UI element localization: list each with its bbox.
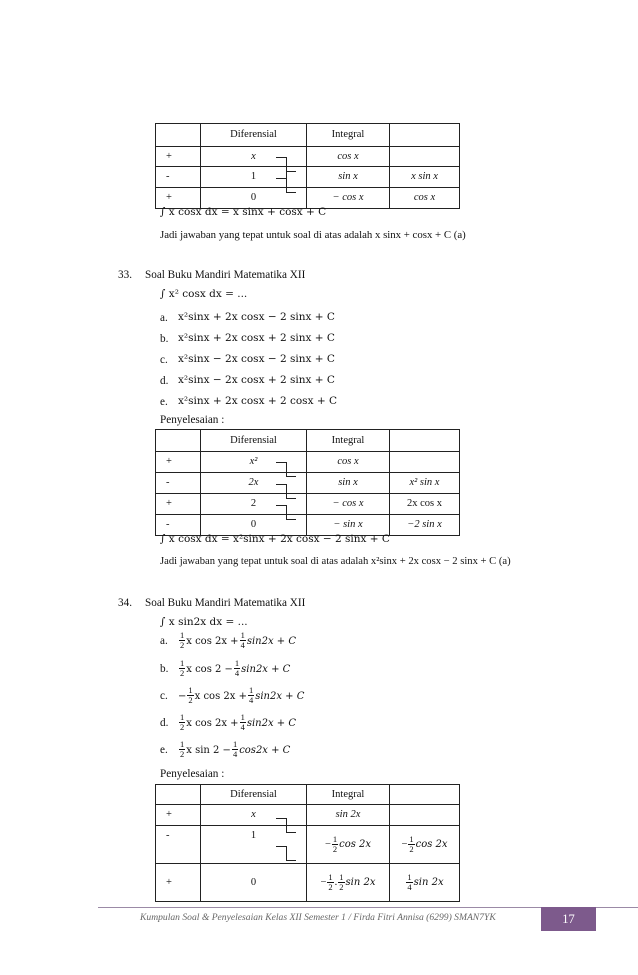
- option-text: sin2x + C: [246, 718, 296, 730]
- denominator: 2: [180, 640, 185, 650]
- result-cell: [390, 826, 460, 864]
- option-text: x²sinx + 2x cosx + 2 cosx + C: [178, 395, 337, 407]
- option-text: x²sinx + 2x cosx + 2 sinx + C: [178, 332, 335, 344]
- int-cell: sin x: [307, 473, 390, 494]
- question-title: Soal Buku Mandiri Matematika XII: [145, 597, 306, 609]
- option-letter: d.: [160, 375, 169, 387]
- res-expr: cos 2x: [415, 838, 448, 850]
- numerator: 1: [180, 739, 185, 749]
- option-row: [160, 659, 290, 678]
- diff-cell: 0: [201, 515, 307, 536]
- header-cell: [156, 430, 201, 452]
- q33-answer: Jadi jawaban yang tepat untuk soal di atas adalah x²sinx + 2x cosx − 2 sinx + C (a): [160, 556, 511, 567]
- numerator: 1: [332, 834, 338, 844]
- connector-tick: [286, 498, 296, 499]
- result-cell: [390, 147, 460, 167]
- int-sign: −: [320, 876, 327, 888]
- fraction: [234, 659, 240, 678]
- option-text: x sin 2 −: [186, 745, 231, 757]
- connector-tick: [276, 157, 286, 158]
- header-cell: [390, 124, 460, 147]
- footer-text: Kumpulan Soal & Penyelesaian Kelas XII Semester 1 / Firda Fitri Annisa (6299) SMAN7YK: [140, 912, 496, 923]
- numerator: 1: [180, 712, 185, 722]
- fraction: [240, 713, 246, 732]
- int-cell: cos x: [307, 452, 390, 473]
- option-text: x²sinx − 2x cosx + 2 sinx + C: [178, 374, 335, 386]
- option-letter: a.: [160, 635, 168, 648]
- fraction: [408, 835, 414, 854]
- option-letter: c.: [160, 690, 168, 703]
- int-cell: sin 2x: [307, 805, 390, 826]
- option-text: x²sinx + 2x cosx − 2 sinx + C: [178, 311, 335, 323]
- question-integral: ∫ x² cosx dx = ...: [160, 288, 248, 300]
- option-row: [160, 740, 290, 759]
- header-diferensial: Diferensial: [201, 785, 307, 805]
- numerator: 1: [248, 685, 254, 695]
- numerator: 1: [339, 872, 344, 882]
- page-number: 17: [541, 907, 596, 931]
- sign-cell: -: [156, 167, 201, 188]
- sign-cell: +: [156, 864, 201, 902]
- numerator: 1: [232, 739, 238, 749]
- connector-line: [286, 462, 287, 476]
- res-expr: sin 2x: [413, 876, 444, 888]
- solution-label: Penyelesaian :: [160, 768, 225, 780]
- option-sign: −: [178, 691, 187, 703]
- header-integral: Integral: [307, 124, 390, 147]
- option-letter: e.: [160, 744, 168, 757]
- denominator: 4: [240, 722, 245, 732]
- numerator: 1: [180, 658, 185, 668]
- header-integral: Integral: [307, 430, 390, 452]
- option-text: x cos 2 −: [186, 664, 233, 676]
- result-cell: cos x: [390, 188, 460, 209]
- denominator: 2: [332, 844, 338, 854]
- option-text: x cos 2x +: [186, 718, 239, 730]
- option-row: [160, 686, 304, 705]
- option-text: x cos 2x +: [194, 691, 247, 703]
- connector-tick: [286, 832, 296, 833]
- fraction: [240, 631, 246, 650]
- diff-cell: 1: [201, 167, 307, 188]
- option-letter: d.: [160, 717, 169, 730]
- connector-line: [286, 484, 287, 498]
- fraction: [332, 835, 338, 854]
- diff-cell: x²: [201, 452, 307, 473]
- denominator: 4: [407, 882, 412, 892]
- connector-tick: [286, 192, 296, 193]
- fraction: [406, 873, 412, 892]
- option-letter: b.: [160, 663, 169, 676]
- sign-cell: -: [156, 515, 201, 536]
- int-cell: − sin x: [307, 515, 390, 536]
- fraction: [179, 659, 185, 678]
- header-cell: [390, 430, 460, 452]
- connector-tick: [276, 178, 286, 179]
- question-number: 34.: [118, 597, 132, 609]
- fraction: [327, 873, 333, 892]
- connector-tick: [276, 846, 286, 847]
- connector-tick: [276, 484, 286, 485]
- res-sign: −: [401, 838, 408, 850]
- numerator: 1: [240, 712, 245, 722]
- diff-cell: 0: [201, 864, 307, 902]
- numerator: 1: [409, 834, 414, 844]
- sign-cell: -: [156, 473, 201, 494]
- question-number: 33.: [118, 269, 132, 281]
- fraction: [179, 631, 185, 650]
- diff-cell: 0: [201, 188, 307, 209]
- fraction: [179, 713, 185, 732]
- fraction: [187, 686, 193, 705]
- result-cell: [390, 452, 460, 473]
- q32-answer: Jadi jawaban yang tepat untuk soal di atas adalah x sinx + cosx + C (a): [160, 229, 466, 241]
- header-diferensial: Diferensial: [201, 124, 307, 147]
- int-cell: [307, 864, 390, 902]
- denominator: 2: [188, 695, 193, 705]
- connector-tick: [286, 860, 296, 861]
- sign-cell: +: [156, 188, 201, 209]
- fraction: [179, 740, 185, 759]
- int-cell: − cos x: [307, 494, 390, 515]
- int-sign: −: [324, 838, 331, 850]
- option-row: [160, 713, 296, 732]
- int-cell: cos x: [307, 147, 390, 167]
- option-text: sin2x + C: [246, 636, 296, 648]
- sign-cell: +: [156, 452, 201, 473]
- denominator: 2: [339, 882, 344, 892]
- header-cell: [390, 785, 460, 805]
- sign-cell: +: [156, 805, 201, 826]
- fraction: [338, 873, 344, 892]
- dot: .: [334, 876, 338, 888]
- sign-cell: +: [156, 147, 201, 167]
- numerator: 1: [328, 872, 333, 882]
- connector-line: [286, 505, 287, 519]
- result-cell: x sin x: [390, 167, 460, 188]
- option-letter: a.: [160, 312, 168, 324]
- int-cell: − cos x: [307, 188, 390, 209]
- header-cell: [156, 785, 201, 805]
- int-expr: cos 2x: [339, 838, 372, 850]
- diff-cell: x: [201, 805, 307, 826]
- header-diferensial: Diferensial: [201, 430, 307, 452]
- result-cell: [390, 864, 460, 902]
- table-q32: [155, 123, 460, 209]
- numerator: 1: [188, 685, 193, 695]
- connector-tick: [286, 171, 296, 172]
- option-text: sin2x + C: [255, 691, 305, 703]
- connector-tick: [276, 818, 286, 819]
- diff-cell: 2x: [201, 473, 307, 494]
- sign-cell: +: [156, 494, 201, 515]
- connector-line: [286, 818, 287, 832]
- denominator: 2: [180, 722, 185, 732]
- q32-result: ∫ x cosx dx = x sinx + cosx + C: [160, 206, 327, 218]
- connector-tick: [276, 462, 286, 463]
- option-letter: e.: [160, 396, 168, 408]
- numerator: 1: [180, 630, 185, 640]
- numerator: 1: [234, 658, 240, 668]
- denominator: 2: [180, 749, 185, 759]
- header-cell: [156, 124, 201, 147]
- denominator: 4: [234, 668, 240, 678]
- result-cell: 2x cos x: [390, 494, 460, 515]
- int-expr: sin 2x: [345, 876, 376, 888]
- q33-result: ∫ x cosx dx = x²sinx + 2x cosx − 2 sinx + C: [160, 533, 390, 545]
- option-letter: c.: [160, 354, 168, 366]
- header-integral: Integral: [307, 785, 390, 805]
- option-row: [160, 631, 296, 650]
- numerator: 1: [240, 630, 245, 640]
- question-title: Soal Buku Mandiri Matematika XII: [145, 269, 306, 281]
- denominator: 2: [180, 668, 185, 678]
- sign-cell: -: [156, 826, 201, 864]
- connector-tick: [286, 476, 296, 477]
- connector-line: [286, 178, 287, 192]
- int-cell: [307, 826, 390, 864]
- option-text: x cos 2x +: [186, 636, 239, 648]
- denominator: 2: [409, 844, 414, 854]
- denominator: 4: [232, 749, 238, 759]
- solution-label: Penyelesaian :: [160, 414, 225, 426]
- diff-cell: x: [201, 147, 307, 167]
- diff-cell: 1: [201, 826, 307, 864]
- fraction: [248, 686, 254, 705]
- result-cell: [390, 805, 460, 826]
- option-text: x²sinx − 2x cosx − 2 sinx + C: [178, 353, 335, 365]
- diff-cell: 2: [201, 494, 307, 515]
- numerator: 1: [407, 872, 412, 882]
- result-cell: x² sin x: [390, 473, 460, 494]
- table-q33: [155, 429, 460, 536]
- connector-tick: [286, 519, 296, 520]
- connector-tick: [276, 505, 286, 506]
- option-text: cos2x + C: [239, 745, 291, 757]
- result-cell: −2 sin x: [390, 515, 460, 536]
- connector-line: [286, 846, 287, 860]
- fraction: [232, 740, 238, 759]
- denominator: 4: [240, 640, 245, 650]
- option-letter: b.: [160, 333, 169, 345]
- int-cell: sin x: [307, 167, 390, 188]
- table-q34: [155, 784, 460, 902]
- denominator: 2: [328, 882, 333, 892]
- denominator: 4: [248, 695, 254, 705]
- question-integral: ∫ x sin2x dx = ...: [160, 616, 248, 628]
- option-text: sin2x + C: [241, 664, 291, 676]
